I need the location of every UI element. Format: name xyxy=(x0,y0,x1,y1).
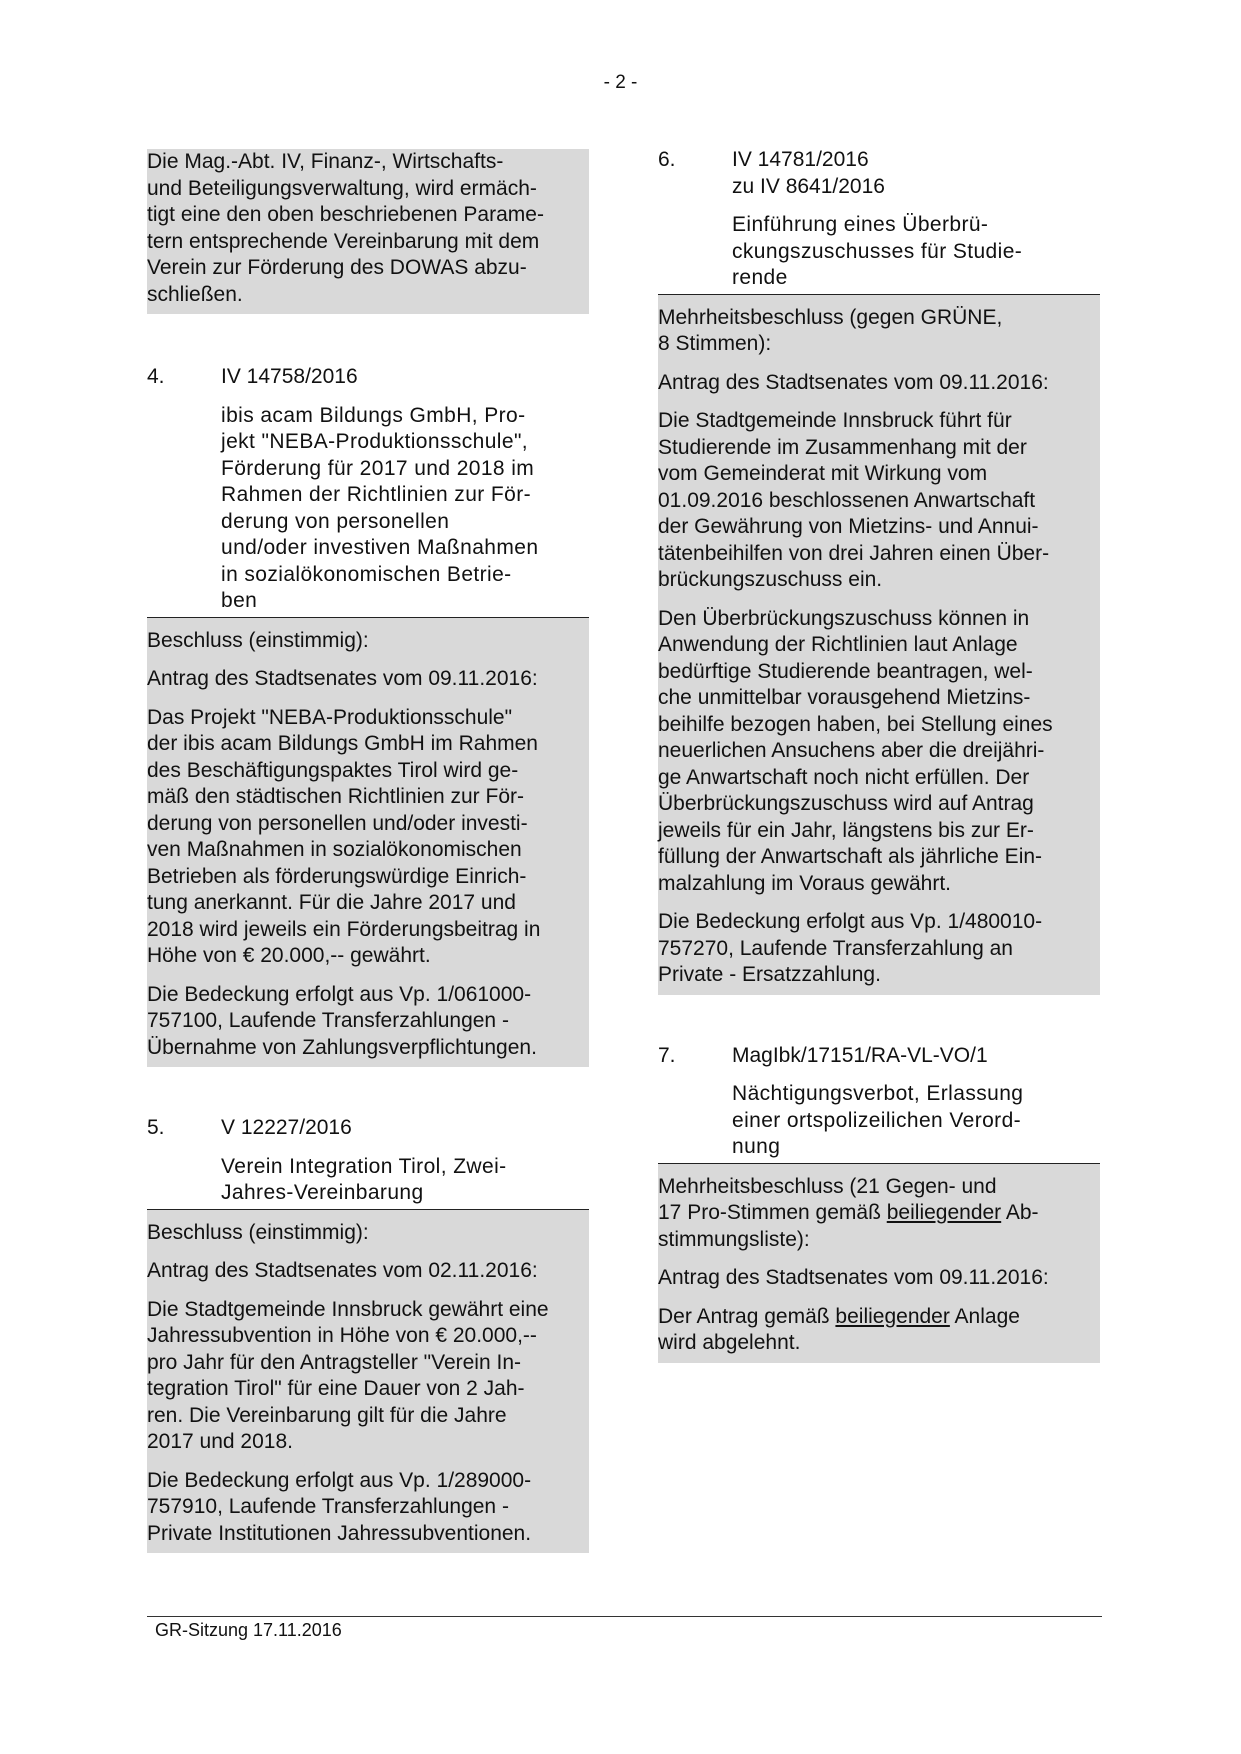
body-line: Private Institutionen Jahressubventionen. xyxy=(147,1521,532,1545)
body-line: füllung der Anwartschaft als jährliche Ein- xyxy=(658,845,1043,868)
decision-text: Beschluss (einstimmig): xyxy=(147,1220,369,1244)
body-line: Das Projekt "NEBA-Produktionsschule" xyxy=(147,705,513,729)
body-line: malzahlung im Voraus gewährt. xyxy=(658,871,951,895)
body-line: tegration Tirol" für eine Dauer von 2 Jah- xyxy=(147,1377,525,1400)
body-line: vom Gemeinderat mit Wirkung vom xyxy=(658,462,988,485)
title-line: in sozialökonomischen Betrie- xyxy=(221,562,512,586)
body-line: che unmittelbar vorausgehend Mietzins- xyxy=(658,686,1031,709)
body-line: 757100, Laufende Transferzahlungen - xyxy=(147,1009,509,1032)
item-reference: IV 14758/2016 xyxy=(221,365,358,388)
body-line: ven Maßnahmen in sozialökonomischen xyxy=(147,838,522,861)
body-line xyxy=(658,1304,1100,1331)
body-line: 2018 wird jeweils ein Förderungsbeitrag in xyxy=(147,917,541,941)
body-line: Betrieben als förderungswürdige Einrich- xyxy=(147,864,527,888)
title-line: Einführung eines Überbrü- xyxy=(732,213,989,236)
decision-text xyxy=(658,1200,1100,1227)
decision-text: stimmungsliste): xyxy=(658,1227,810,1251)
title-line: ckungszuschusses für Studie- xyxy=(732,239,1023,263)
title-line: ibis acam Bildungs GmbH, Pro- xyxy=(221,403,526,427)
item-number: 5. xyxy=(147,1116,165,1139)
title-line: Verein Integration Tirol, Zwei- xyxy=(221,1154,507,1178)
body-line: Höhe von € 20.000,-- gewährt. xyxy=(147,944,431,967)
reference-line: IV 14781/2016 xyxy=(732,148,869,171)
intro-line: schließen. xyxy=(147,282,243,306)
left-column xyxy=(147,149,589,1553)
body-line: tung anerkannt. Für die Jahre 2017 und xyxy=(147,891,516,914)
body-line: der ibis acam Bildungs GmbH im Rahmen xyxy=(147,732,538,755)
footer-session-date: GR-Sitzung 17.11.2016 xyxy=(155,1620,342,1640)
body-line: Jahressubvention in Höhe von € 20.000,-- xyxy=(147,1324,537,1347)
decision-text: 8 Stimmen): xyxy=(658,332,772,355)
body-line: 2017 und 2018. xyxy=(147,1430,293,1453)
intro-block xyxy=(147,149,589,314)
agenda-item-7 xyxy=(658,1043,1100,1363)
body-line: Studierende im Zusammenhang mit der xyxy=(658,435,1027,459)
body-line: Überbrückungszuschuss wird auf Antrag xyxy=(658,792,1034,815)
item-reference: V 12227/2016 xyxy=(221,1116,352,1139)
reference-line: zu IV 8641/2016 xyxy=(732,174,885,198)
decision-text: Beschluss (einstimmig): xyxy=(147,628,369,652)
body-line: Die Bedeckung erfolgt aus Vp. 1/480010- xyxy=(658,910,1043,933)
intro-line: tigt eine den oben beschriebenen Parame- xyxy=(147,203,544,226)
body-line: jeweils für ein Jahr, längstens bis zur Er- xyxy=(658,818,1034,842)
body-line: Die Bedeckung erfolgt aus Vp. 1/289000- xyxy=(147,1468,532,1492)
title-line: ben xyxy=(221,589,258,612)
intro-line: und Beteiligungsverwaltung, wird ermäch- xyxy=(147,176,537,200)
body-line: Private - Ersatzzahlung. xyxy=(658,963,881,986)
agenda-item-5 xyxy=(147,1115,589,1553)
decision-block xyxy=(147,1210,589,1554)
body-line: Die Stadtgemeinde Innsbruck gewährt eine xyxy=(147,1297,549,1321)
attachment-link[interactable]: beiliegender xyxy=(886,1201,1002,1224)
page-number: - 2 - xyxy=(603,72,638,93)
decision-block xyxy=(147,618,589,1068)
body-line: brückungszuschuss ein. xyxy=(658,568,883,591)
body-line: Die Stadtgemeinde Innsbruck führt für xyxy=(658,409,1012,432)
title-line: nung xyxy=(732,1135,781,1158)
item-title xyxy=(221,1154,589,1209)
item-number: 7. xyxy=(658,1043,676,1067)
body-line: wird abgelehnt. xyxy=(658,1331,801,1354)
footer-divider xyxy=(147,1616,1102,1617)
item-title xyxy=(221,403,589,617)
item-number: 6. xyxy=(658,148,676,171)
body-line: ren. Die Vereinbarung gilt für die Jahre xyxy=(147,1403,507,1427)
body-line: der Gewährung von Mietzins- und Annui- xyxy=(658,515,1039,538)
title-line: jekt "NEBA-Produktionsschule", xyxy=(221,430,529,453)
body-line: mäß den städtischen Richtlinien zur För- xyxy=(147,785,524,808)
body-line: beihilfe bezogen haben, bei Stellung eines xyxy=(658,712,1053,736)
body-line: pro Jahr für den Antragsteller "Verein In- xyxy=(147,1350,521,1374)
motion-text: Antrag des Stadtsenates vom 02.11.2016: xyxy=(147,1259,538,1282)
body-line: Anwendung der Richtlinien laut Anlage xyxy=(658,633,1018,656)
decision-block xyxy=(658,1164,1100,1363)
title-line: derung von personellen xyxy=(221,509,450,533)
body-text-part: Der Antrag gemäß xyxy=(658,1304,836,1328)
item-title xyxy=(732,1081,1100,1163)
intro-line: Verein zur Förderung des DOWAS abzu- xyxy=(147,256,527,279)
body-line: bedürftige Studierende beantragen, wel- xyxy=(658,659,1033,683)
item-number: 4. xyxy=(147,365,165,388)
body-line: neuerlichen Ansuchens aber die dreijähri- xyxy=(658,739,1045,762)
intro-line: Die Mag.-Abt. IV, Finanz-, Wirtschafts- xyxy=(147,150,504,173)
body-line: Übernahme von Zahlungsverpflichtungen. xyxy=(147,1035,537,1059)
item-reference: MagIbk/17151/RA-VL-VO/1 xyxy=(732,1043,988,1067)
item-reference xyxy=(732,147,885,200)
body-line: derung von personellen und/oder investi- xyxy=(147,811,528,835)
title-line: Nächtigungsverbot, Erlassung xyxy=(732,1082,1024,1105)
title-line: Jahres-Vereinbarung xyxy=(221,1181,424,1204)
body-line: tätenbeihilfen von drei Jahren einen Über- xyxy=(658,541,1050,565)
title-line: Förderung für 2017 und 2018 im xyxy=(221,456,535,480)
agenda-item-6 xyxy=(658,147,1100,995)
decision-text-part: Ab- xyxy=(1001,1201,1039,1224)
body-line: des Beschäftigungspaktes Tirol wird ge- xyxy=(147,758,519,782)
decision-text: Mehrheitsbeschluss (21 Gegen- und xyxy=(658,1174,997,1198)
right-column xyxy=(658,147,1100,1363)
decision-text-part: 17 Pro-Stimmen gemäß xyxy=(658,1201,887,1224)
motion-text: Antrag des Stadtsenates vom 09.11.2016: xyxy=(147,667,538,690)
body-line: Den Überbrückungszuschuss können in xyxy=(658,606,1030,630)
intro-line: tern entsprechende Vereinbarung mit dem xyxy=(147,229,540,253)
body-text-part: Anlage xyxy=(949,1304,1020,1328)
body-line: 01.09.2016 beschlossenen Anwartschaft xyxy=(658,488,1036,512)
body-line: Die Bedeckung erfolgt aus Vp. 1/061000- xyxy=(147,982,532,1006)
body-line: 757270, Laufende Transferzahlung an xyxy=(658,936,1013,960)
body-line: 757910, Laufende Transferzahlungen - xyxy=(147,1495,509,1518)
title-line: rende xyxy=(732,266,788,289)
body-line: ge Anwartschaft noch nicht erfüllen. Der xyxy=(658,765,1030,789)
decision-block xyxy=(658,295,1100,995)
item-title xyxy=(732,212,1100,294)
motion-text: Antrag des Stadtsenates vom 09.11.2016: xyxy=(658,370,1049,394)
title-line: und/oder investiven Maßnahmen xyxy=(221,536,539,559)
attachment-link[interactable]: beiliegender xyxy=(835,1304,950,1328)
title-line: einer ortspolizeilichen Verord- xyxy=(732,1108,1022,1132)
motion-text: Antrag des Stadtsenates vom 09.11.2016: xyxy=(658,1266,1049,1289)
title-line: Rahmen der Richtlinien zur För- xyxy=(221,483,532,506)
agenda-item-4 xyxy=(147,364,589,1067)
decision-text: Mehrheitsbeschluss (gegen GRÜNE, xyxy=(658,305,1003,329)
